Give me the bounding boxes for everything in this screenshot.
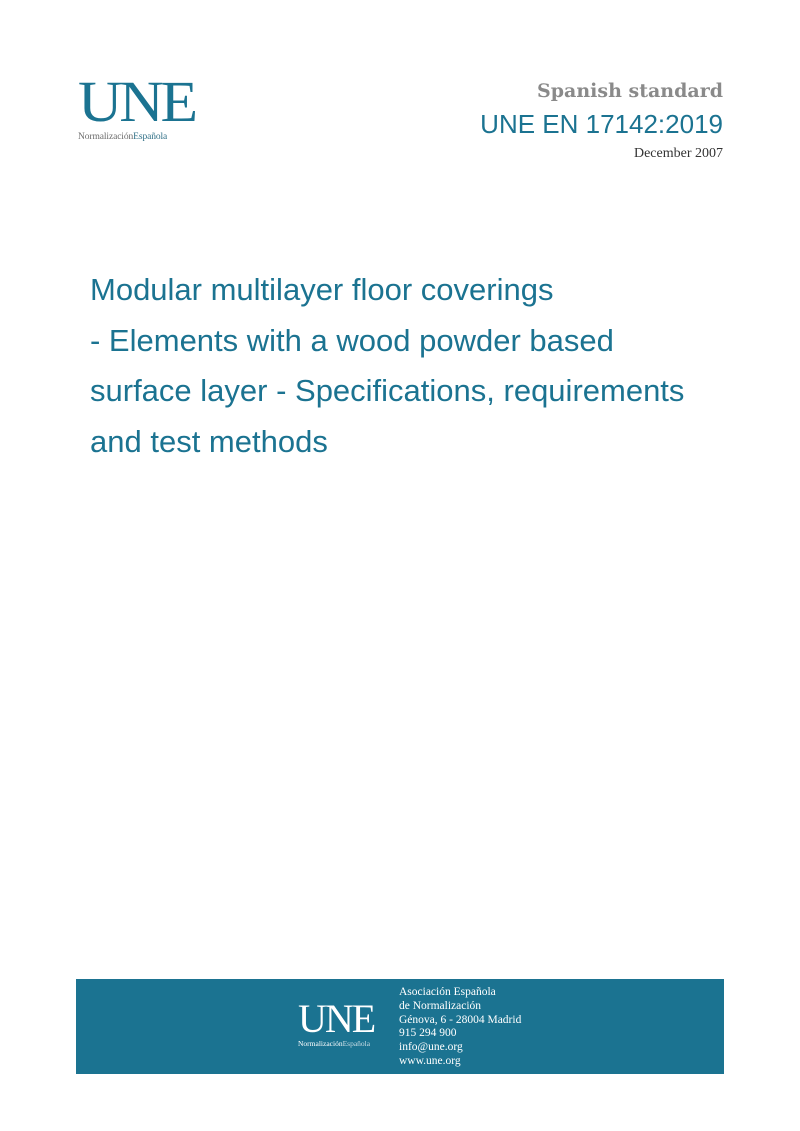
- logo-sub-part2: Española: [133, 132, 168, 142]
- standard-date: December 2007: [633, 146, 723, 161]
- footer-logo-sub-part1: Normalización: [298, 1039, 343, 1048]
- footer-logo-subtitle: [298, 1039, 374, 1048]
- document-title: [90, 265, 740, 467]
- title-line: and test methods: [90, 423, 328, 459]
- contact-line-address: Génova, 6 - 28004 Madrid: [399, 1013, 522, 1026]
- footer-logo-sub-part2: Española: [342, 1039, 371, 1048]
- title-line: surface layer - Specifications, requirements: [90, 373, 685, 408]
- une-logo: [78, 69, 195, 142]
- footer-logo-mark: UNE: [298, 996, 375, 1041]
- footer-une-logo: [298, 996, 375, 1048]
- contact-info: [399, 986, 521, 1069]
- contact-line-email[interactable]: info@une.org: [399, 1041, 463, 1054]
- standard-number: UNE EN 17142:2019: [480, 109, 723, 139]
- contact-line-organization: Asociación Española: [399, 986, 496, 998]
- contact-line-phone: 915 294 900: [399, 1027, 457, 1040]
- footer-banner: [76, 979, 724, 1074]
- standard-type: Spanish standard: [537, 80, 723, 102]
- title-line: - Elements with a wood powder based: [90, 322, 614, 358]
- une-logo-mark: UNE: [78, 69, 195, 134]
- contact-line-organization-2: de Normalización: [399, 999, 482, 1012]
- contact-line-website[interactable]: www.une.org: [399, 1054, 461, 1067]
- standard-header: [480, 79, 723, 163]
- logo-sub-part1: Normalización: [78, 132, 134, 142]
- title-line: Modular multilayer floor coverings: [90, 272, 554, 307]
